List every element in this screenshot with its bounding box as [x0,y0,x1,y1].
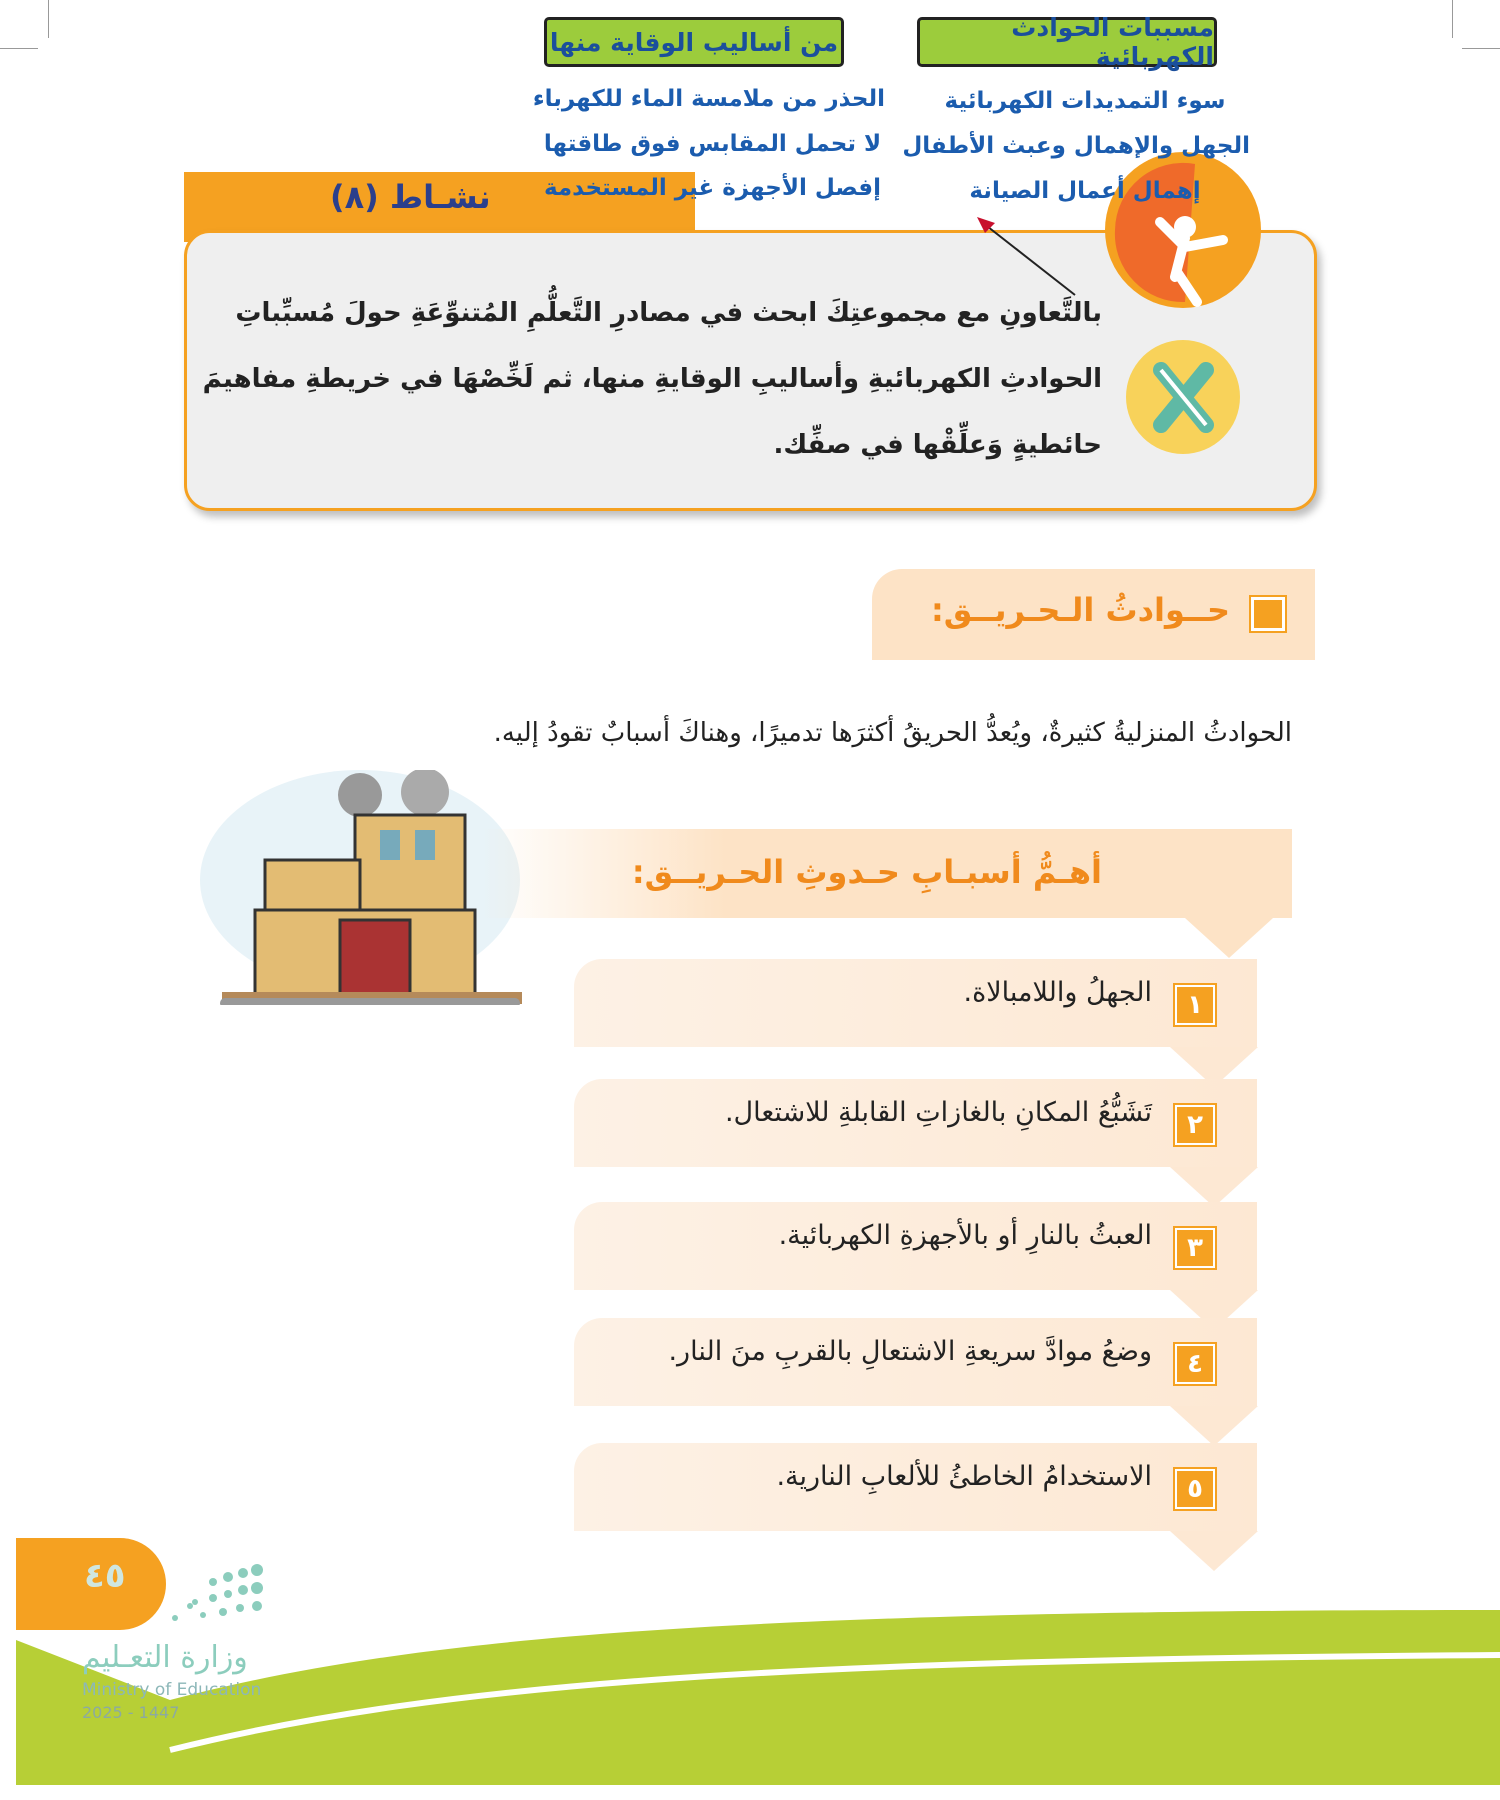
item-text: العبثُ بالنارِ أو بالأجهزةِ الكهربائية. [778,1220,1152,1251]
activity-text-line: الحوادثِ الكهربائيةِ وأساليبِ الوقايةِ منها، ثم لَخِّصْهَا في خريطةِ مفاهيمَ [202,364,1102,394]
cause-item: إهمال أعمال الصيانة [969,178,1201,204]
ministry-name-en: Ministry of Education [82,1680,262,1700]
item-number: ٤ [1175,1344,1215,1384]
crop-mark [1462,48,1500,49]
banner-arrow [1185,918,1273,958]
prevention-item: إفصل الأجهزة غير المستخدمة [543,175,881,201]
item-arrow [1170,1167,1258,1207]
item-text: وضعُ موادَّ سريعةِ الاشتعالِ بالقربِ منَ النار. [668,1336,1152,1367]
list-item [574,1318,1257,1406]
person-jumping-icon [1105,152,1261,308]
causes-heading-box: مسببات الحوادث الكهربائية [917,17,1217,67]
crop-mark [1452,0,1453,38]
item-text: الجهلُ واللامبالاة. [963,977,1152,1008]
list-item [574,959,1257,1047]
list-item [574,1079,1257,1167]
crop-mark [48,0,49,38]
pointer-arrow-icon [975,215,1085,300]
intro-paragraph: الحوادثُ المنزليةُ كثيرةٌ، ويُعدُّ الحريقُ أكثرَها تدميرًا، وهناكَ أسبابٌ تقودُ إليه. [493,718,1292,748]
edition-year: 2025 - 1447 [82,1703,180,1722]
item-number: ٣ [1175,1228,1215,1268]
item-text: تَشَبُّعُ المكانِ بالغازاتِ القابلةِ للاشتعال. [724,1097,1152,1128]
activity-text-line: حائطيةٍ وَعلِّقْها في صفِّك. [773,430,1102,460]
item-arrow [1170,1406,1258,1446]
section-title: حــوادثُ الـحـريــق: [930,591,1230,629]
causes-list-title: أهـمُّ أسبـابِ حـدوثِ الحـريــق: [631,853,1102,891]
ministry-name-ar: وزارة التعـليم [82,1640,248,1675]
item-number: ٢ [1175,1105,1215,1145]
item-number: ١ [1175,985,1215,1025]
square-bullet-icon [1251,597,1285,631]
green-wave [0,1600,1500,1800]
item-number: ٥ [1175,1469,1215,1509]
ministry-logo-dots [85,1560,270,1630]
causes-banner [482,829,1292,918]
prevention-item: لا تحمل المقابس فوق طاقتها [543,131,882,157]
cause-item: سوء التمديدات الكهربائية [944,88,1226,114]
cause-item: الجهل والإهمال وعبث الأطفال [902,133,1250,159]
item-text: الاستخدامُ الخاطئُ للألعابِ النارية. [776,1461,1152,1492]
page-number: ٤٥ [84,1556,126,1596]
house-illustration [200,770,530,1005]
activity-text-line: بالتَّعاونِ مع مجموعتِكَ ابحث في مصادرِ التَّعلُّمِ المُتنوِّعَةِ حولَ مُسبِّباتِ [235,298,1102,328]
crop-mark [0,48,38,49]
prevention-heading-box: من أساليب الوقاية منها [544,17,844,67]
activity-title: نشـاط (٨) [330,178,491,216]
list-item [574,1202,1257,1290]
tools-icon [1126,340,1240,454]
section-header [872,569,1315,660]
activity-icon-circle [1105,152,1261,308]
item-arrow [1170,1531,1258,1571]
list-item [574,1443,1257,1531]
prevention-item: الحذر من ملامسة الماء للكهرباء [532,86,885,112]
